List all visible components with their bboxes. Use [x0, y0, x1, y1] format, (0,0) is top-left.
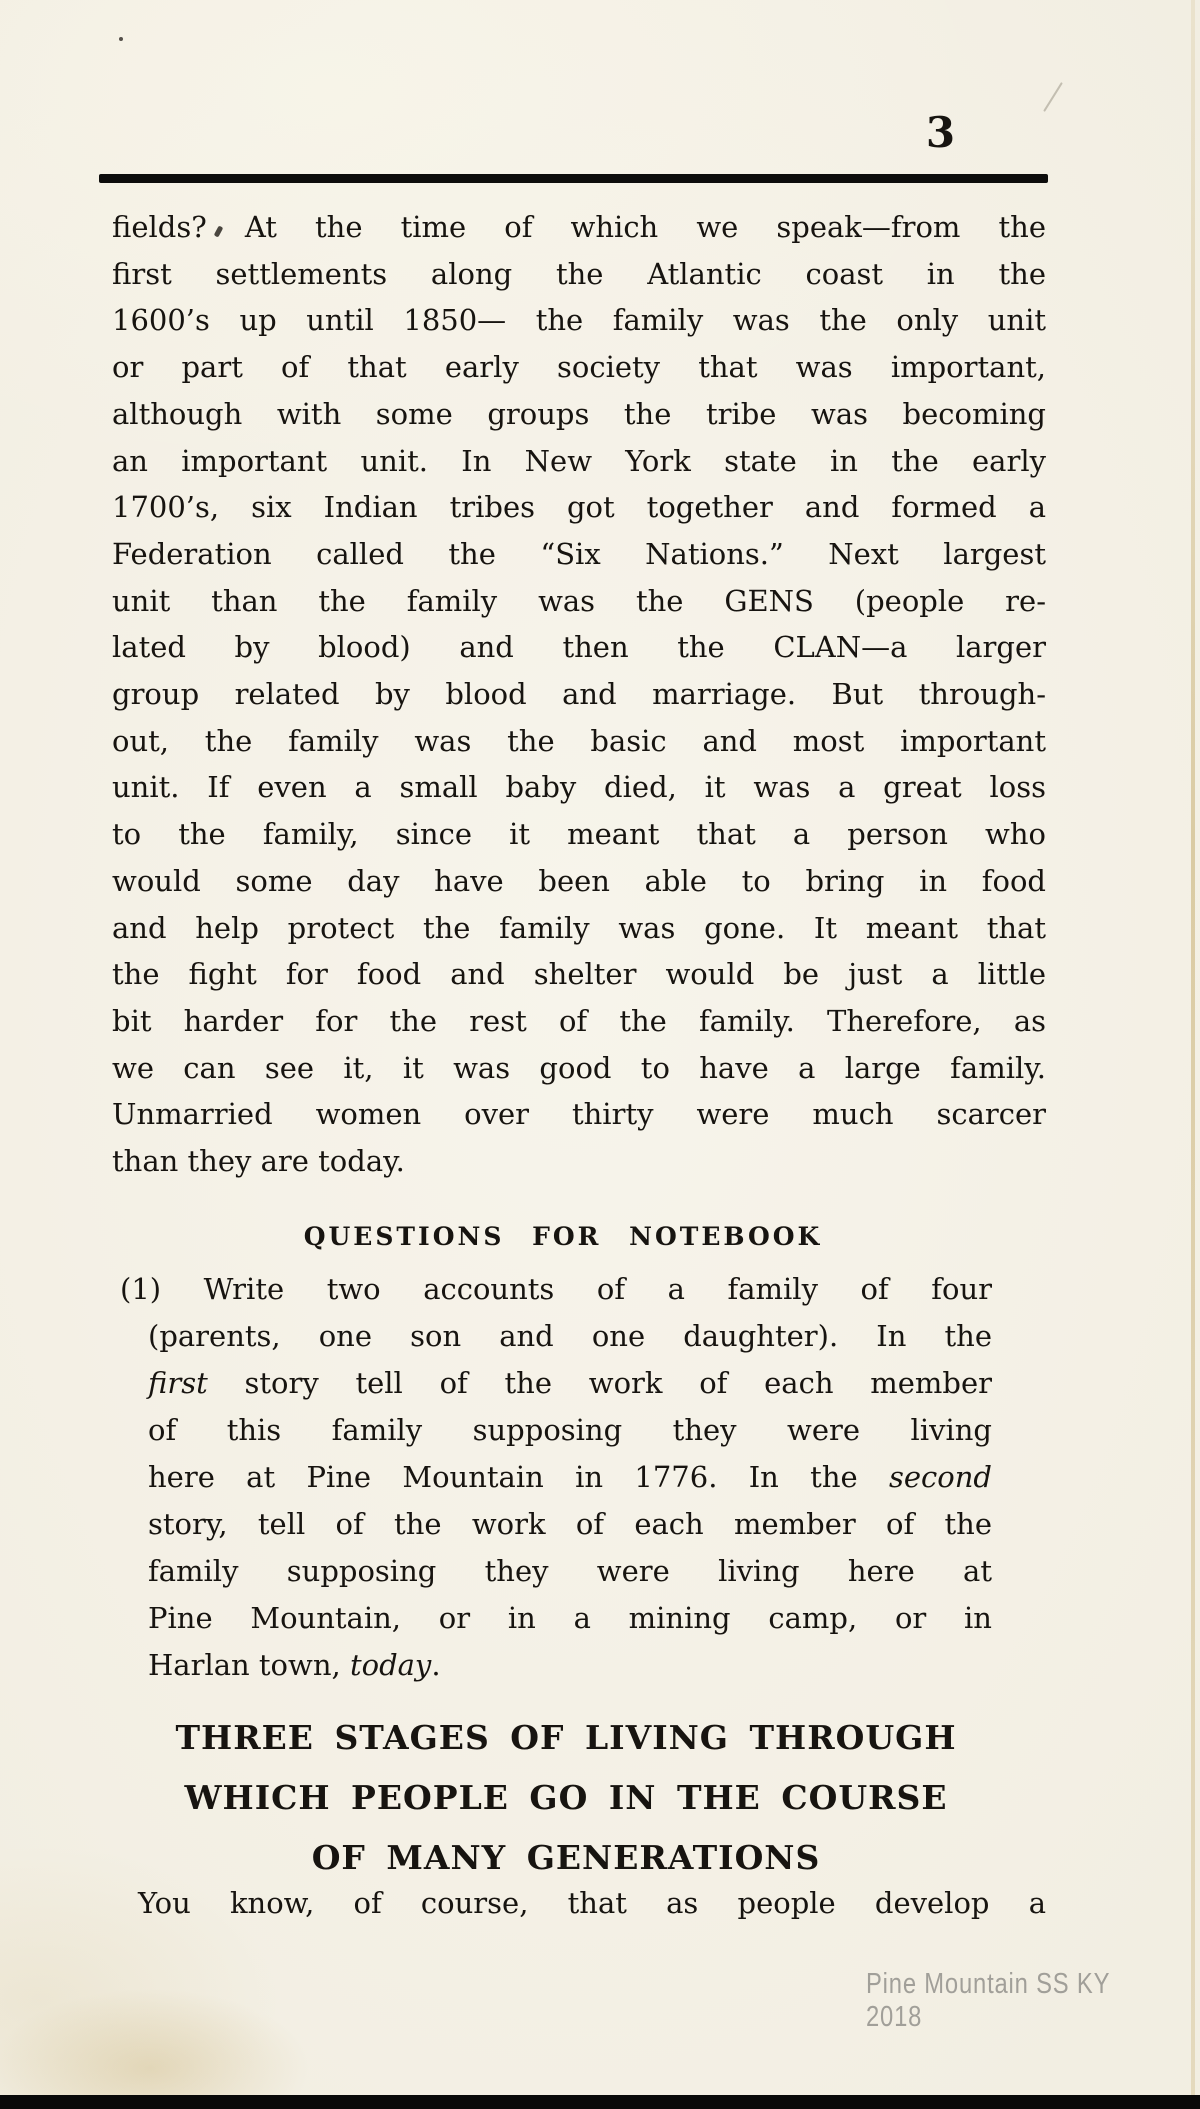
body-text-line: Federation called the “Six Nations.” Next largest — [112, 536, 1046, 571]
body-text-line: although with some groups the tribe was becoming — [112, 396, 1046, 431]
question-line — [148, 1407, 992, 1454]
question-number: (1) — [120, 1272, 162, 1306]
question-text-italic: second — [889, 1460, 992, 1494]
body-text-line: the fight for food and shelter would be just a little — [112, 957, 1046, 992]
question-line — [148, 1595, 992, 1642]
page-edge-line — [1191, 0, 1195, 2109]
question-line — [148, 1313, 992, 1360]
body-text-last-line: than they are today. — [112, 1144, 405, 1179]
page-number: 3 — [925, 108, 957, 157]
question-text: . — [431, 1648, 441, 1682]
body-text-line: 1600’s up until 1850— the family was the only unit — [112, 303, 1046, 338]
body-text-line: fields? At the time of which we speak—from the — [112, 210, 1046, 244]
body-text-line: bit harder for the rest of the family. Therefore, as — [112, 1003, 1046, 1038]
body-paragraph — [112, 204, 1046, 1185]
question-line — [120, 1266, 992, 1313]
body-text-line: or part of that early society that was important, — [112, 350, 1046, 385]
body-text-line: lated by blood) and then the CLAN—a larger — [112, 630, 1046, 665]
section-heading-line: OF MANY GENERATIONS — [311, 1838, 821, 1877]
question-line — [148, 1454, 992, 1501]
section-heading-line: WHICH PEOPLE GO IN THE COURSE — [184, 1778, 948, 1817]
question-item — [120, 1266, 992, 1689]
question-text: Harlan town, — [148, 1648, 350, 1682]
question-text: story, tell of the work of each member of the — [148, 1507, 992, 1541]
question-text: of this family supposing they were living — [148, 1413, 992, 1447]
scan-edge-band — [0, 2095, 1200, 2109]
section-heading — [90, 1708, 1042, 1888]
body-text-line: and help protect the family was gone. It meant that — [112, 910, 1046, 945]
body-text-line: to the family, since it meant that a person who — [112, 817, 1046, 852]
question-text: story tell of the work of each member — [207, 1366, 992, 1400]
question-line — [148, 1642, 992, 1689]
question-line — [148, 1501, 992, 1548]
section-heading-line: THREE STAGES OF LIVING THROUGH — [175, 1718, 957, 1757]
question-text: (parents, one son and one daughter). In the — [148, 1319, 992, 1353]
body-text-line: group related by blood and marriage. But through- — [112, 677, 1046, 712]
header-rule — [99, 174, 1048, 183]
question-text: here at Pine Mountain in 1776. In the — [148, 1460, 889, 1494]
paper-speck — [119, 37, 123, 41]
archive-watermark: Pine Mountain SS KY 2018 — [866, 1968, 1110, 2033]
question-line — [148, 1548, 992, 1595]
question-line — [148, 1360, 992, 1407]
body-text-line: unit than the family was the GENS (people re- — [112, 583, 1046, 618]
question-text-italic: first — [148, 1366, 208, 1400]
question-text: family supposing they were living here at — [148, 1554, 992, 1588]
question-text: Write two accounts of a family of four — [203, 1272, 992, 1306]
body-text-line: we can see it, it was good to have a large family. — [112, 1050, 1046, 1085]
next-paragraph — [138, 1880, 1046, 1927]
body-text-line: 1700’s, six Indian tribes got together and formed a — [112, 490, 1046, 525]
body-text-line: Unmarried women over thirty were much scarcer — [112, 1097, 1046, 1132]
body-text-line: out, the family was the basic and most important — [112, 723, 1046, 758]
body-text-line: unit. If even a small baby died, it was a great loss — [112, 770, 1046, 805]
question-text: Pine Mountain, or in a mining camp, or in — [148, 1601, 992, 1635]
body-text-line: first settlements along the Atlantic coast in the — [112, 256, 1046, 291]
question-text-italic: today — [349, 1648, 432, 1682]
scan-scratch — [1043, 82, 1063, 112]
body-text-line: would some day have been able to bring in food — [112, 863, 1046, 898]
body-text-line: You know, of course, that as people develop a — [138, 1886, 1046, 1920]
questions-heading: QUESTIONS FOR NOTEBOOK — [303, 1222, 823, 1251]
body-text-line: an important unit. In New York state in the early — [112, 443, 1046, 478]
